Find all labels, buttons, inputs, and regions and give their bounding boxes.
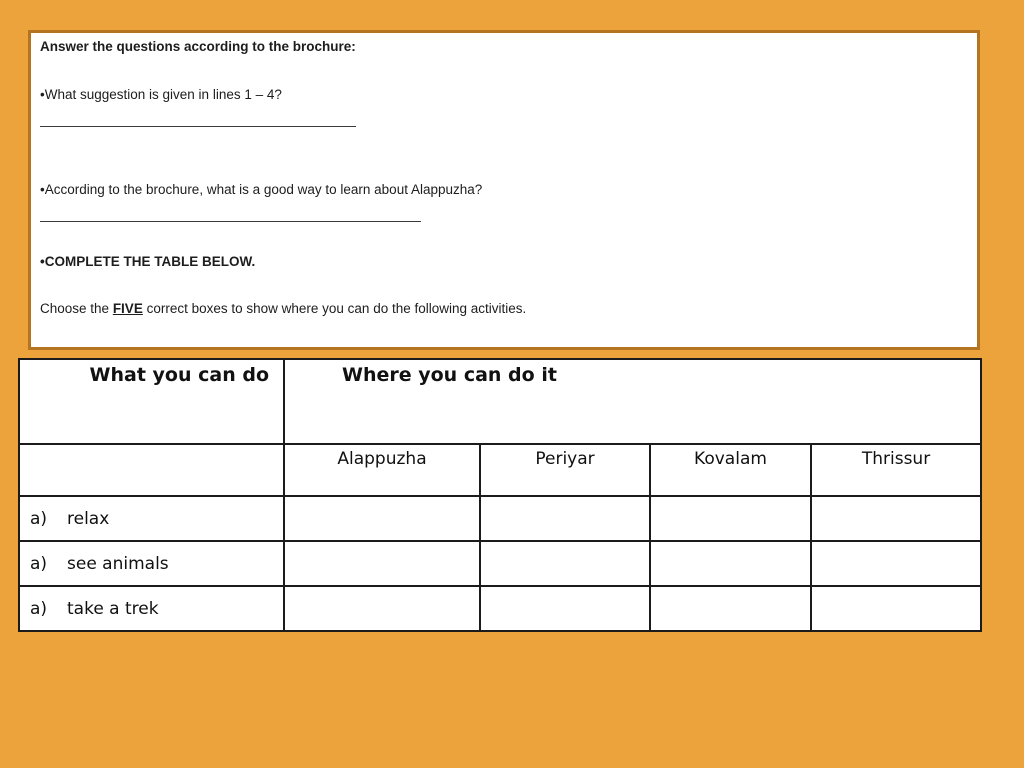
table-row-see-animals	[19, 541, 981, 586]
activity-text: relax	[67, 508, 110, 529]
answer-cell-see-animals-thrissur[interactable]	[811, 541, 981, 586]
answer-cell-take-a-trek-kovalam[interactable]	[650, 586, 811, 631]
question-box	[28, 30, 980, 350]
choose-instruction	[40, 301, 526, 317]
question-1: •What suggestion is given in lines 1 – 4?	[40, 87, 282, 102]
table-row-relax	[19, 496, 981, 541]
activity-label-relax	[19, 496, 284, 541]
answer-cell-relax-alappuzha[interactable]	[284, 496, 480, 541]
table-row-take-a-trek	[19, 586, 981, 631]
place-header-thrissur: Thrissur	[811, 444, 981, 496]
answer-cell-see-animals-periyar[interactable]	[480, 541, 650, 586]
answer-cell-take-a-trek-periyar[interactable]	[480, 586, 650, 631]
activity-prefix: a)	[30, 553, 48, 574]
place-header-alappuzha: Alappuzha	[284, 444, 480, 496]
question-2: •According to the brochure, what is a good way to learn about Alappuzha?	[40, 182, 483, 197]
activity-label-see-animals	[19, 541, 284, 586]
activities-table	[18, 358, 982, 632]
answer-cell-take-a-trek-alappuzha[interactable]	[284, 586, 480, 631]
place-header-kovalam: Kovalam	[650, 444, 811, 496]
activity-text: see animals	[67, 553, 169, 574]
empty-corner-cell	[19, 444, 284, 496]
header-where-you-can-do-it: Where you can do it	[284, 359, 981, 444]
choose-instruction-prefix: Choose the	[40, 301, 113, 316]
complete-table-heading: •COMPLETE THE TABLE BELOW.	[40, 254, 256, 269]
table-places-row	[19, 444, 981, 496]
activity-text: take a trek	[67, 598, 159, 619]
place-header-periyar: Periyar	[480, 444, 650, 496]
answer-blank-line-2	[40, 221, 421, 222]
table-header-row	[19, 359, 981, 444]
answer-cell-relax-thrissur[interactable]	[811, 496, 981, 541]
answer-cell-see-animals-kovalam[interactable]	[650, 541, 811, 586]
answer-cell-relax-kovalam[interactable]	[650, 496, 811, 541]
activity-prefix: a)	[30, 598, 48, 619]
activity-prefix: a)	[30, 508, 48, 529]
answer-blank-line-1	[40, 126, 356, 127]
answer-cell-see-animals-alappuzha[interactable]	[284, 541, 480, 586]
activity-label-take-a-trek	[19, 586, 284, 631]
answer-cell-take-a-trek-thrissur[interactable]	[811, 586, 981, 631]
choose-instruction-suffix: correct boxes to show where you can do the following activities.	[142, 301, 527, 316]
header-what-you-can-do: What you can do	[19, 359, 284, 444]
choose-keyword-five: FIVE	[112, 301, 143, 316]
instructions-heading: Answer the questions according to the brochure:	[40, 39, 356, 54]
answer-cell-relax-periyar[interactable]	[480, 496, 650, 541]
